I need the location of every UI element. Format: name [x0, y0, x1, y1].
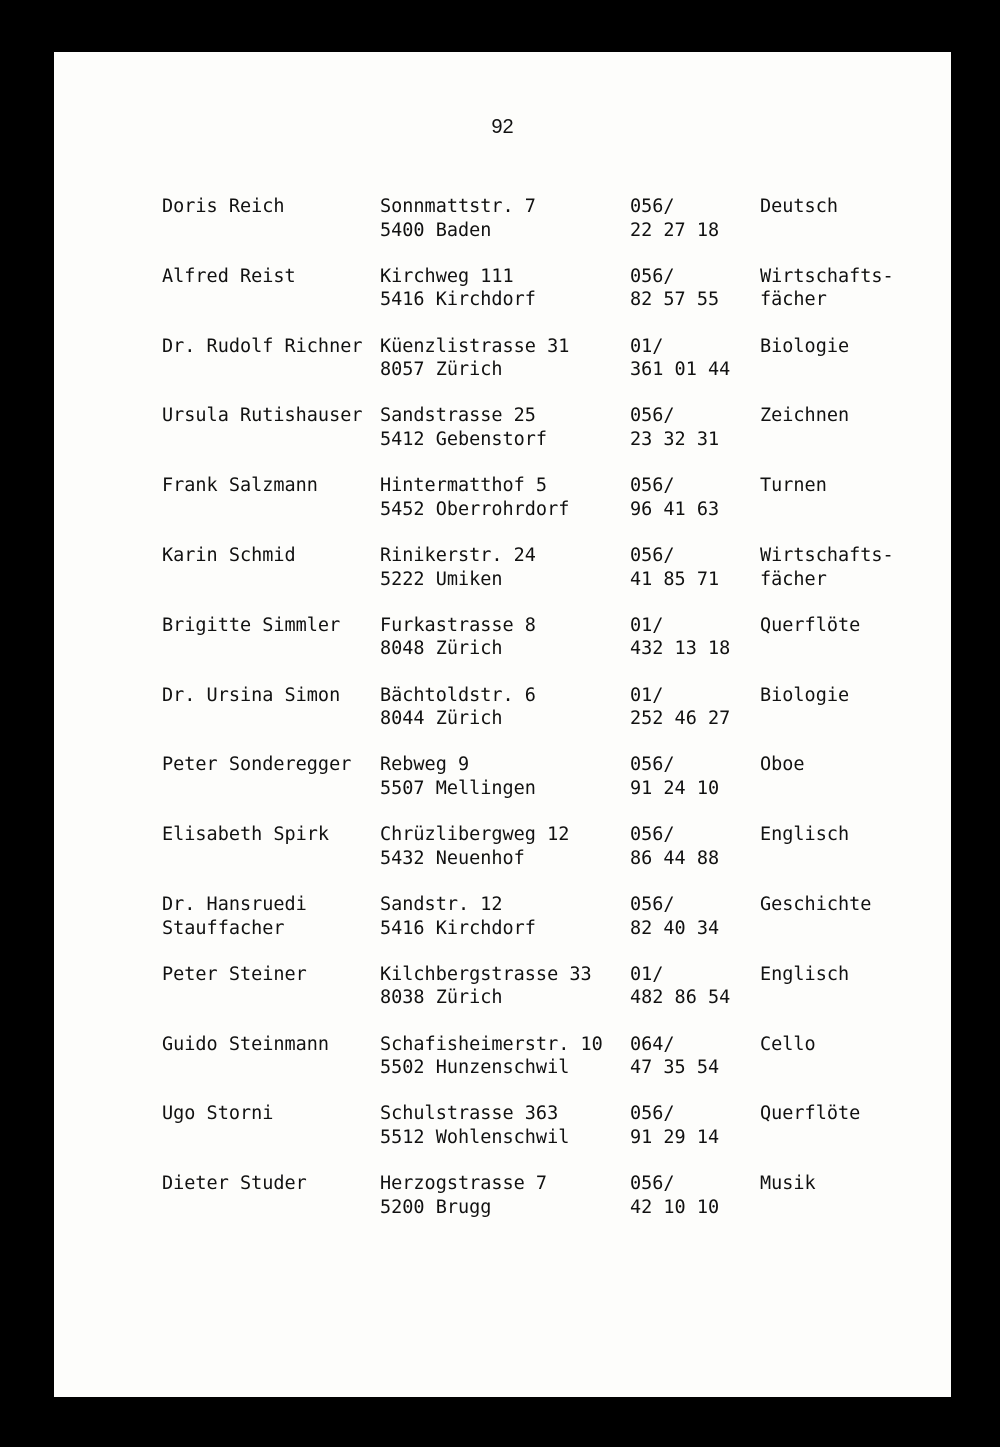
entry-name — [162, 893, 307, 940]
entry-subject-line: Cello — [760, 1033, 816, 1055]
directory-entry — [54, 1172, 951, 1232]
entry-subject — [760, 404, 849, 428]
entry-phone-line: 01/ — [630, 335, 664, 357]
entry-phone — [630, 963, 730, 1010]
directory-entry — [54, 265, 951, 325]
entry-phone — [630, 404, 719, 451]
entry-address-line: 5507 Mellingen — [380, 777, 536, 799]
entry-name-line: Ursula Rutishauser — [162, 405, 363, 427]
entry-name — [162, 753, 351, 777]
entry-phone-line: 82 57 55 — [630, 289, 720, 311]
entry-address — [380, 265, 536, 312]
entry-address — [380, 544, 536, 591]
entry-subject-line: Wirtschafts- — [760, 265, 894, 287]
entry-name-line: Alfred Reist — [162, 265, 296, 287]
entry-subject-line: Geschichte — [760, 894, 872, 915]
entry-address-line: 5502 Hunzenschwil — [380, 1057, 570, 1079]
entry-address-line: 8038 Zürich — [380, 987, 503, 1009]
entry-name — [162, 614, 340, 638]
entry-subject-line: Wirtschafts- — [760, 545, 894, 566]
directory-entry — [54, 404, 951, 464]
entry-subject-line: fächer — [760, 289, 827, 311]
entry-phone — [630, 544, 719, 591]
entry-subject — [760, 1172, 816, 1196]
entry-address-line: Chrüzlibergweg 12 — [380, 824, 570, 846]
entry-name-line: Stauffacher — [162, 917, 285, 939]
entry-address-line: Sonnmattstr. 7 — [380, 196, 536, 217]
entry-name — [162, 195, 285, 219]
entry-subject — [760, 753, 805, 777]
entry-subject — [760, 335, 849, 359]
entry-name — [162, 335, 362, 359]
entry-phone-line: 056/ — [630, 1173, 675, 1195]
entry-phone — [630, 474, 719, 521]
entry-phone-line: 056/ — [630, 824, 675, 846]
entry-name-line: Frank Salzmann — [162, 475, 318, 497]
directory-entry — [54, 893, 951, 953]
entry-subject-line: Biologie — [760, 684, 850, 706]
entry-address — [380, 195, 536, 242]
entry-phone-line: 82 40 34 — [630, 917, 720, 939]
entry-address-line: 5412 Gebenstorf — [380, 428, 548, 450]
entry-phone — [630, 1033, 719, 1080]
entry-phone-line: 22 27 18 — [630, 219, 720, 241]
entry-subject-line: Musik — [760, 1173, 816, 1195]
entry-phone — [630, 265, 719, 312]
entry-address-line: Hintermatthof 5 — [380, 475, 548, 497]
entry-name-line: Peter Sonderegger — [162, 754, 352, 776]
entry-phone — [630, 1102, 719, 1149]
entry-address-line: 5432 Neuenhof — [380, 847, 525, 869]
entry-address — [380, 893, 536, 940]
entry-address-line: 8044 Zürich — [380, 708, 503, 730]
entry-name-line: Guido Steinmann — [162, 1033, 330, 1055]
entry-phone-line: 056/ — [630, 405, 675, 427]
entry-name — [162, 474, 318, 498]
entry-name — [162, 544, 296, 568]
directory-entry — [54, 1033, 951, 1093]
entry-phone-line: 23 32 31 — [630, 428, 720, 450]
entry-address-line: 8048 Zürich — [380, 638, 503, 660]
entry-address — [380, 823, 569, 870]
entry-subject-line: Englisch — [760, 824, 850, 846]
entry-name-line: Dieter Studer — [162, 1173, 307, 1195]
entry-phone — [630, 614, 730, 661]
entry-address-line: Kirchweg 111 — [380, 265, 514, 287]
entry-address-line: Schulstrasse 363 — [380, 1103, 559, 1125]
entry-address-line: Küenzlistrasse 31 — [380, 335, 570, 357]
entry-subject — [760, 544, 894, 591]
directory-entry — [54, 823, 951, 883]
entry-name — [162, 1033, 329, 1057]
directory-entry — [54, 1102, 951, 1162]
entry-address-line: 5512 Wohlenschwil — [380, 1126, 570, 1148]
entry-subject-line: Englisch — [760, 963, 850, 985]
entry-phone-line: 91 29 14 — [630, 1126, 720, 1148]
entry-phone-line: 42 10 10 — [630, 1196, 720, 1218]
entry-subject-line: fächer — [760, 568, 827, 590]
entry-subject — [760, 614, 860, 638]
entry-name-line: Dr. Ursina Simon — [162, 684, 341, 706]
entry-phone-line: 41 85 71 — [630, 568, 720, 590]
page-number: 92 — [491, 116, 514, 138]
entry-phone-line: 01/ — [630, 963, 664, 985]
entry-phone-line: 96 41 63 — [630, 498, 720, 520]
entry-address-line: 5452 Oberrohrdorf — [380, 498, 570, 520]
document-page — [54, 52, 951, 1397]
entry-address-line: Sandstr. 12 — [380, 894, 503, 915]
entry-address-line: 5200 Brugg — [380, 1196, 492, 1218]
entry-subject — [760, 1033, 816, 1057]
entry-name — [162, 684, 340, 708]
entry-phone — [630, 684, 730, 731]
directory-entry — [54, 963, 951, 1023]
entry-address-line: Furkastrasse 8 — [380, 614, 536, 636]
entry-phone-line: 056/ — [630, 1103, 675, 1125]
entry-address — [380, 753, 536, 800]
entry-name-line: Dr. Rudolf Richner — [162, 335, 363, 357]
entry-address-line: Bächtoldstr. 6 — [380, 684, 536, 706]
directory-entry — [54, 335, 951, 395]
entry-phone-line: 056/ — [630, 196, 675, 217]
entry-address-line: Herzogstrasse 7 — [380, 1173, 548, 1195]
entry-subject — [760, 474, 827, 498]
entry-address-line: Rebweg 9 — [380, 754, 470, 776]
entry-phone-line: 482 86 54 — [630, 987, 731, 1009]
entry-phone — [630, 753, 719, 800]
entry-phone-line: 252 46 27 — [630, 708, 731, 730]
entry-name-line: Dr. Hansruedi — [162, 894, 307, 915]
entry-address-line: Sandstrasse 25 — [380, 405, 536, 427]
entry-name — [162, 823, 329, 847]
directory-entry — [54, 474, 951, 534]
directory-entry — [54, 544, 951, 604]
entry-phone-line: 361 01 44 — [630, 359, 731, 381]
entry-phone-line: 01/ — [630, 614, 664, 636]
entry-phone — [630, 1172, 719, 1219]
entry-phone-line: 056/ — [630, 265, 675, 287]
entry-subject — [760, 1102, 860, 1126]
entry-address — [380, 335, 569, 382]
entry-phone-line: 056/ — [630, 475, 675, 497]
entry-address-line: Kilchbergstrasse 33 — [380, 963, 592, 985]
entry-address-line: 5222 Umiken — [380, 568, 503, 590]
entry-subject-line: Biologie — [760, 335, 850, 357]
entry-phone-line: 056/ — [630, 894, 675, 915]
entry-phone-line: 064/ — [630, 1033, 675, 1055]
entry-subject — [760, 963, 849, 987]
entry-subject — [760, 195, 838, 219]
entry-address — [380, 1102, 569, 1149]
entry-subject-line: Querflöte — [760, 1103, 861, 1125]
entry-phone — [630, 195, 719, 242]
entry-name — [162, 1172, 307, 1196]
entry-address-line: 5416 Kirchdorf — [380, 289, 536, 311]
entry-subject-line: Oboe — [760, 754, 805, 776]
entry-phone-line: 47 35 54 — [630, 1057, 720, 1079]
entry-name-line: Ugo Storni — [162, 1103, 274, 1125]
entry-address-line: 5400 Baden — [380, 219, 492, 241]
entry-phone-line: 01/ — [630, 684, 664, 706]
entry-name-line: Doris Reich — [162, 196, 285, 217]
entry-phone-line: 86 44 88 — [630, 847, 720, 869]
entry-address — [380, 1033, 603, 1080]
entry-phone — [630, 335, 730, 382]
entry-address-line: Schafisheimerstr. 10 — [380, 1033, 603, 1055]
entry-name-line: Peter Steiner — [162, 963, 307, 985]
entry-subject-line: Deutsch — [760, 196, 838, 217]
entry-address — [380, 684, 536, 731]
entry-phone — [630, 893, 719, 940]
entry-address — [380, 1172, 547, 1219]
entry-subject — [760, 265, 894, 312]
directory-entry — [54, 195, 951, 255]
entry-name — [162, 963, 307, 987]
entry-phone-line: 91 24 10 — [630, 777, 720, 799]
entry-subject — [760, 684, 849, 708]
entry-phone-line: 056/ — [630, 754, 675, 776]
entry-address-line: 5416 Kirchdorf — [380, 917, 536, 939]
entry-phone-line: 056/ — [630, 545, 675, 566]
entry-name — [162, 404, 362, 428]
entry-subject — [760, 823, 849, 847]
directory-entry — [54, 614, 951, 674]
entry-phone — [630, 823, 719, 870]
entry-subject — [760, 893, 871, 917]
entry-address — [380, 474, 569, 521]
entry-name — [162, 265, 296, 289]
entry-name-line: Karin Schmid — [162, 545, 296, 566]
entry-subject-line: Querflöte — [760, 614, 861, 636]
entry-name — [162, 1102, 273, 1126]
directory-entry — [54, 684, 951, 744]
entry-address — [380, 404, 547, 451]
entry-name-line: Elisabeth Spirk — [162, 824, 330, 846]
entry-address-line: Rinikerstr. 24 — [380, 545, 536, 566]
directory-entry — [54, 753, 951, 813]
entry-address-line: 8057 Zürich — [380, 359, 503, 381]
entry-subject-line: Zeichnen — [760, 405, 850, 427]
entry-subject-line: Turnen — [760, 475, 827, 497]
entry-address — [380, 614, 536, 661]
entry-name-line: Brigitte Simmler — [162, 614, 341, 636]
entry-phone-line: 432 13 18 — [630, 638, 731, 660]
entry-address — [380, 963, 592, 1010]
